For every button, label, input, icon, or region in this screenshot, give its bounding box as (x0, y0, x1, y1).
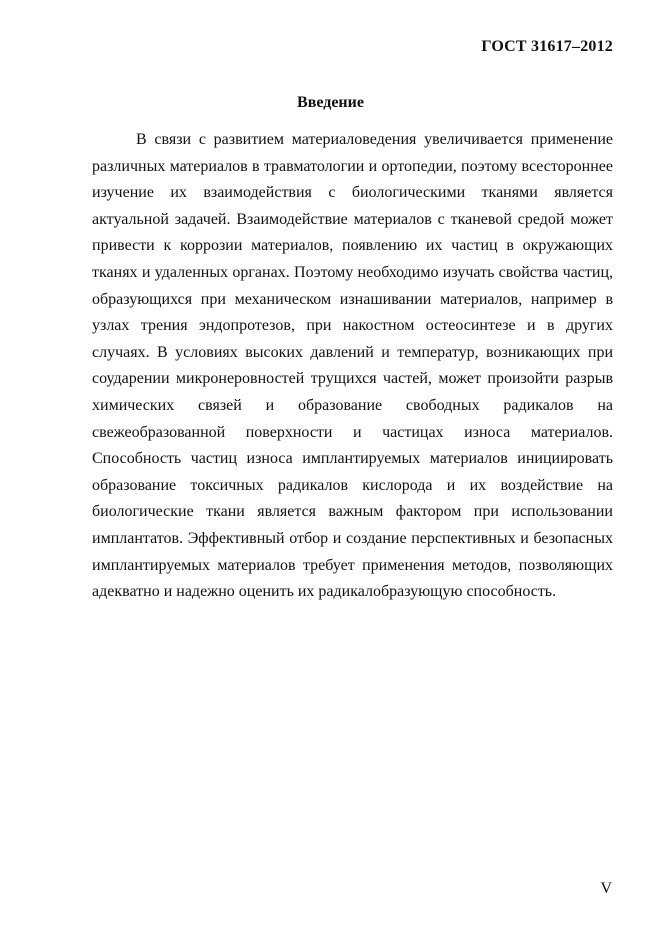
document-code: ГОСТ 31617–2012 (481, 38, 613, 55)
section-title: Введение (297, 94, 364, 111)
introduction-paragraph: В связи с развитием материаловедения увеличивается применение различных материалов в травматологии и ортопедии, поэтому всестороннее изучение их взаимодействия с биологическими тканями является актуальной задачей. Взаимодействие материалов с тканевой средой может привести к коррозии материалов, появлению их частиц в окружающих тканях и удаленных органах. Поэтому необходимо изучать свойства частиц, образующихся при механическом изнашивании материалов, например в узлах трения эндопротезов, при накостном остеосинтезе и в других случаях. В условиях высоких давлений и температур, возникающих при соударении микронеровностей трущихся частей, может произойти разрыв химических связей и образование свободных радикалов на свежеобразованной поверхности и частицах износа материалов. Способность частиц износа имплантируемых материалов инициировать образование токсичных радикалов кислорода и их воздействие на биологические ткани является важным фактором при использовании имплантатов. Эффективный отбор и создание перспективных и безопасных имплантируемых материалов требует применения методов, позволяющих адекватно и надежно оценить их радикалобразующую способность. (92, 131, 613, 601)
page-number: V (600, 880, 612, 897)
